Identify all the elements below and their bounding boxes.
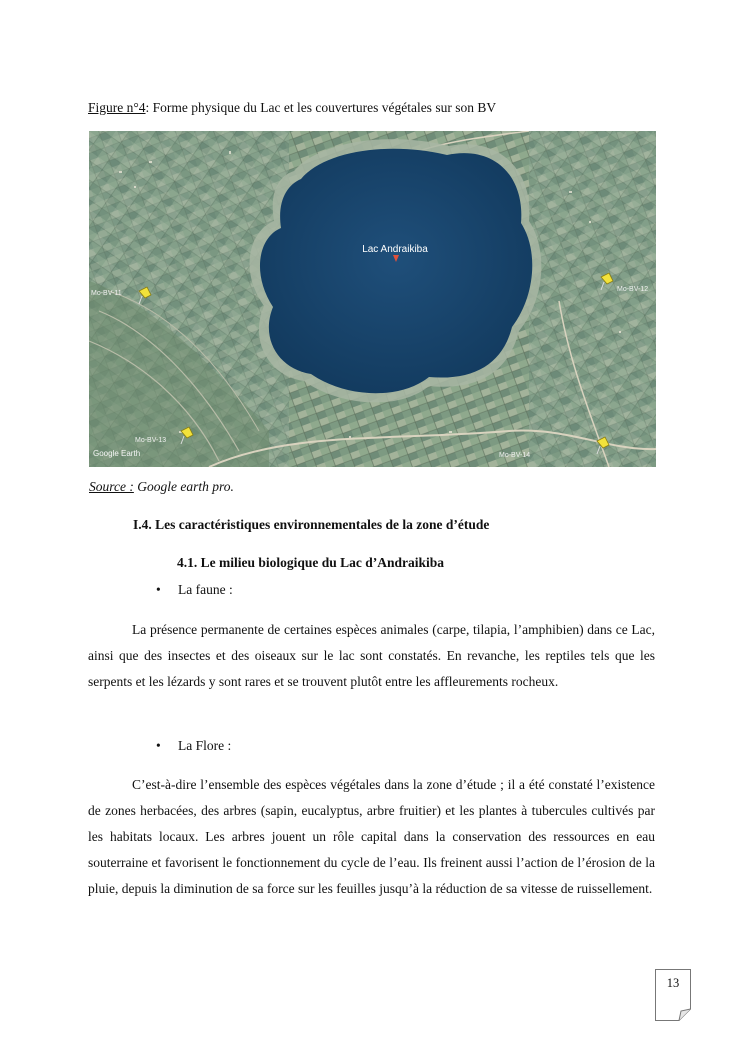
figure-caption-text: : Forme physique du Lac et les couvertures végétales sur son BV [145,100,497,115]
bullet-item-faune [156,582,233,598]
figure-label: Figure n°4 [88,100,146,115]
lake-label: Lac Andraikiba [362,244,428,255]
pin-label-1: Mo-BV-11 [91,290,122,297]
bullet-label: La faune : [178,582,233,597]
satellite-image [89,131,656,467]
source-text: Google earth pro. [133,479,234,494]
figure-source [89,479,234,495]
page-number-box [655,969,691,1021]
figure-caption [88,100,496,116]
paragraph-flore: C’est-à-dire l’ensemble des espèces végétales dans la zone d’étude ; il a été constaté l’existence de zones herbacées, des arbres (sapin, eucalyptus, arbre fruitier) et les plantes à tubercules cultivés par les habitats locaux. Les arbres jouent un rôle capital dans la conservation des ressources en eau souterraine et favorisent le fonctionnement du cycle de l’eau. Ils freinent aussi l’action de l’érosion de la pluie, depuis la diminution de sa force sur les feuilles jusqu’à la réduction de sa vitesse de ruissellement. [88,777,655,896]
subsection-title: 4.1. Le milieu biologique du Lac d’Andraikiba [177,555,445,570]
page-number: 13 [666,976,680,990]
section-title: I.4. Les caractéristiques environnementales de la zone d’étude [133,517,490,532]
pin-label-3: Mo-BV-13 [135,437,167,444]
bullet-dot-icon: • [156,582,161,597]
source-label: Source : [89,479,134,494]
bullet-item-flore [156,738,231,754]
google-earth-watermark: Google Earth [93,449,141,458]
paragraph-faune: La présence permanente de certaines espèces animales (carpe, tilapia, l’amphibien) dans ce Lac, ainsi que des insectes et des oiseaux sur le lac sont constatés. En revanche, les reptiles tels que les serpents et les lézards y sont rares et se trouvent plutôt entre les affleurements rocheux. [88,622,655,689]
bullet-label: La Flore : [178,738,232,753]
pin-label-2: Mo-BV-12 [617,286,649,293]
bullet-dot-icon: • [156,738,161,753]
pin-label-4: Mo-BV-14 [499,452,531,459]
